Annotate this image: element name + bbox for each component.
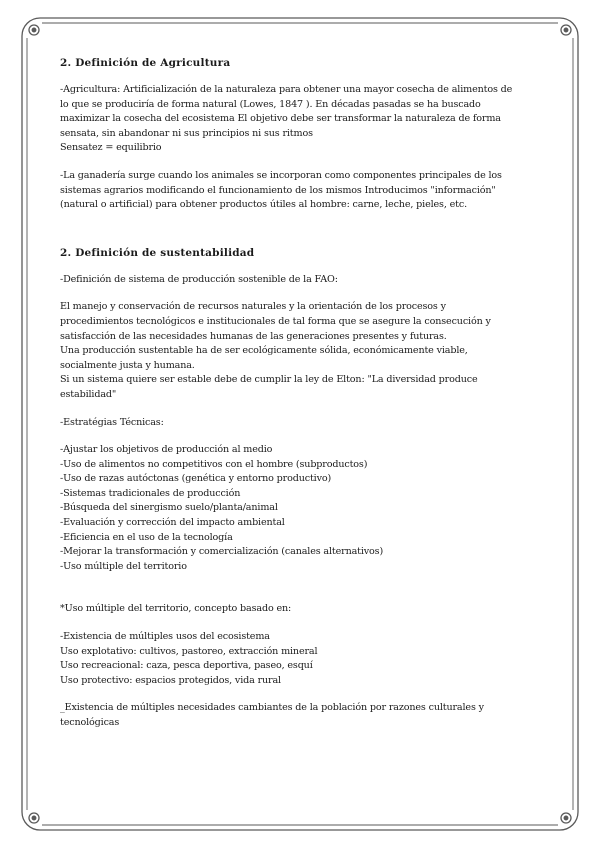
text-line: estabilidad" (60, 388, 117, 400)
section-heading-sustentabilidad: 2. Definición de sustentabilidad (60, 246, 255, 259)
text-line: -La ganadería surge cuando los animales se incorporan como componentes principales de los (60, 169, 502, 181)
text-line: tecnológicas (60, 717, 120, 728)
text-line: maximizar la cosecha del ecosistema El objetivo debe ser transformar la naturaleza de forma (60, 113, 501, 125)
text-line: Si un sistema quiere ser estable debe de cumplir la ley de Elton: "La diversidad produce (60, 374, 478, 386)
fao-intro-line: -Definición de sistema de producción sostenible de la FAO: (60, 273, 338, 285)
text-line: (natural o artificial) para obtener productos útiles al hombre: carne, leche, pieles, etc. (60, 199, 467, 211)
list-item: Uso recreacional: caza, pesca deportiva, paseo, esquí (60, 660, 313, 672)
text-line: lo que se produciría de forma natural (Lowes, 1847 ). En décadas pasadas se ha buscado (60, 98, 481, 110)
paragraph-agricultura-definition (60, 83, 540, 156)
list-item: -Evaluación y corrección del impacto ambiental (60, 517, 285, 529)
paragraph-ganaderia (60, 169, 540, 213)
strategies-title: -Estratégias Técnicas: (60, 416, 164, 428)
list-item: Uso protectivo: espacios protegidos, vida rural (60, 674, 281, 686)
list-item: -Uso de razas autóctonas (genética y entorno productivo) (60, 473, 332, 485)
text-line: Sensatez = equilibrio (60, 142, 162, 154)
list-item: Uso explotativo: cultivos, pastoreo, extracción mineral (60, 645, 318, 657)
paragraph-fao-definition (60, 300, 540, 402)
text-line: El manejo y conservación de recursos naturales y la orientación de los procesos y (60, 301, 446, 313)
section-heading-agricultura: 2. Definición de Agricultura (60, 57, 231, 69)
list-item: -Sistemas tradicionales de producción (60, 487, 241, 499)
text-line: Una producción sustentable ha de ser ecológicamente sólida, económicamente viable, (60, 345, 468, 357)
text-line: -Agricultura: Artificialización de la naturaleza para obtener una mayor cosecha de alimentos de (60, 84, 513, 95)
strategies-list (60, 443, 540, 574)
document-content (60, 57, 540, 731)
list-item: -Uso de alimentos no competitivos con el hombre (subproductos) (60, 458, 368, 470)
text-line: procedimientos tecnológicos e institucionales de tal forma que se asegure la consecución y (60, 315, 491, 327)
multiuse-list (60, 630, 540, 688)
text-line: _Existencia de múltiples necesidades cambiantes de la población por razones culturales y (60, 702, 484, 714)
text-line: sensata, sin abandonar ni sus principios ni sus ritmos (60, 127, 313, 139)
list-item: -Ajustar los objetivos de producción al medio (60, 444, 273, 456)
list-item: -Existencia de múltiples usos del ecosistema (60, 631, 270, 643)
list-item: -Eficiencia en el uso de la tecnología (60, 531, 233, 543)
text-line: satisfacción de las necesidades humanas de las generaciones presentes y futuras. (60, 330, 447, 342)
paragraph-needs (60, 701, 540, 730)
list-item: -Mejorar la transformación y comercialización (canales alternativos) (60, 546, 384, 558)
text-line: sistemas agrarios modificando el funcionamiento de los mismos Introducimos "información" (60, 184, 496, 196)
text-line: socialmente justa y humana. (60, 359, 195, 371)
list-item: -Uso múltiple del territorio (60, 560, 187, 572)
multiuse-title: *Uso múltiple del territorio, concepto basado en: (60, 603, 292, 615)
list-item: -Búsqueda del sinergismo suelo/planta/animal (60, 502, 278, 514)
